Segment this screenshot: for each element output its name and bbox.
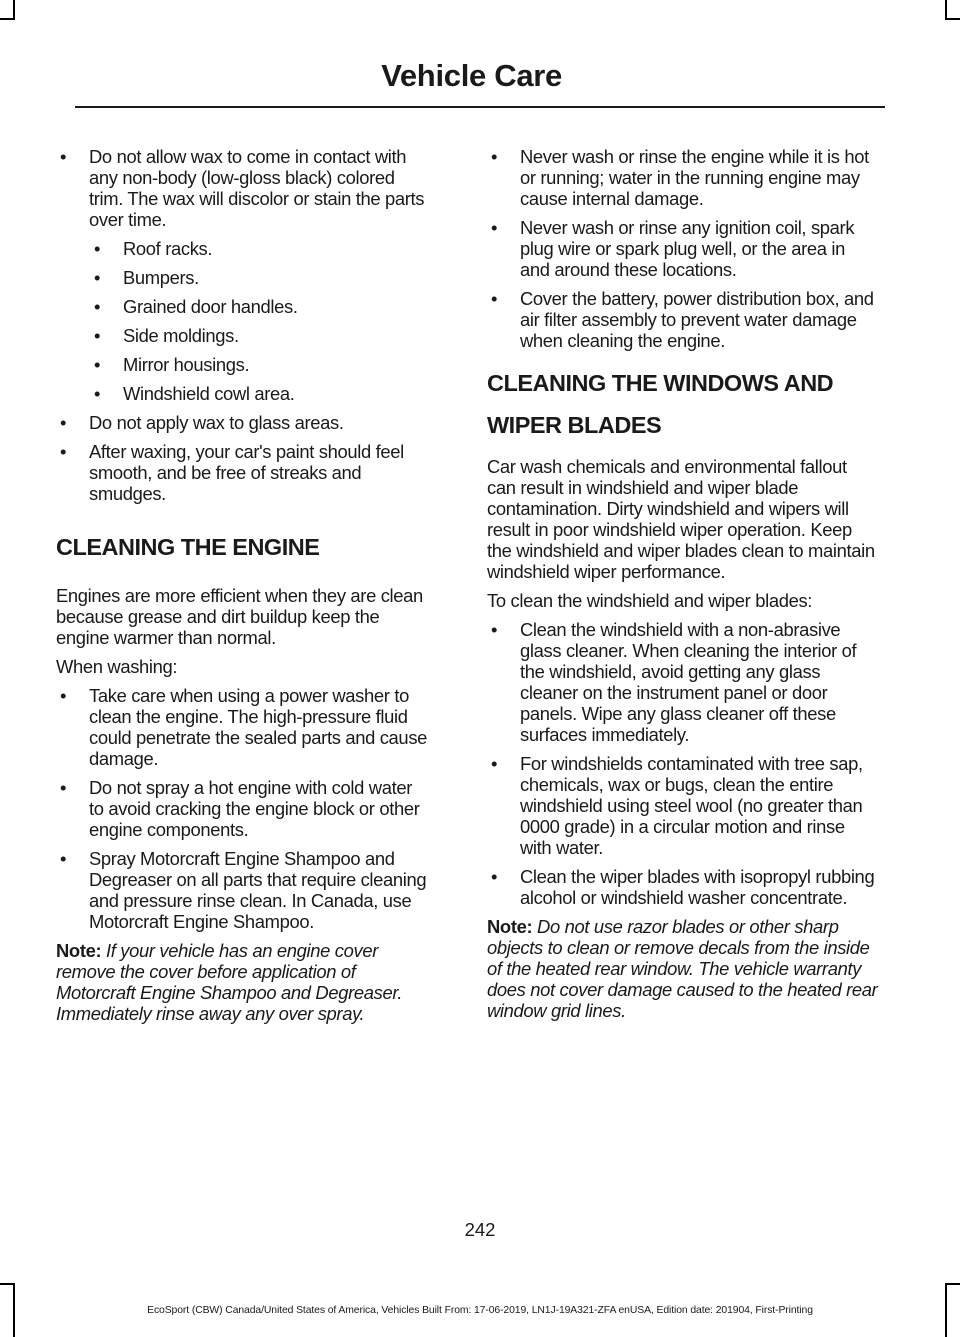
bullet-icon: • (94, 296, 101, 317)
paragraph: When washing: (56, 656, 178, 677)
sub-list-item (90, 383, 428, 404)
bullet-icon: • (491, 146, 498, 167)
list-item-text: Never wash or rinse any ignition coil, spark plug wire or spark plug well, or the area in and around these locations. (520, 217, 855, 280)
paragraph: Engines are more efficient when they are clean because grease and dirt buildup keep the engine warmer than normal. (56, 585, 423, 648)
crop-mark-top-left-h (0, 18, 15, 20)
list-item-text: Clean the wiper blades with isopropyl rubbing alcohol or windshield washer concentrate. (520, 866, 875, 908)
bullet-icon: • (60, 848, 67, 869)
paragraph: Car wash chemicals and environmental fallout can result in windshield and wiper blade contamination. Dirty windshield and wipers will result in poor windshield wiper operation. Keep the windshield and wiper blades clean to maintain windshield wiper performance. (487, 456, 875, 582)
bullet-icon: • (491, 866, 498, 887)
list-item-text: Grained door handles. (123, 296, 298, 317)
list-item-text: Roof racks. (123, 238, 213, 259)
list-item (56, 685, 428, 769)
page-number: 242 (464, 1219, 496, 1240)
note-text: Do not use razor blades or other sharp objects to clean or remove decals from the inside of the heated rear window. The vehicle warranty does not cover damage caused to the heated rear window grid lines. (487, 916, 878, 1021)
bullet-icon: • (491, 753, 498, 774)
bullet-icon: • (60, 412, 67, 433)
bullet-icon: • (94, 238, 101, 259)
list-item-text: Side moldings. (123, 325, 239, 346)
sub-list-item (90, 296, 428, 317)
crop-mark-bottom-left-h (0, 1283, 15, 1285)
crop-mark-top-right-h (945, 18, 960, 20)
list-item-text: Take care when using a power washer to clean the engine. The high-pressure fluid could penetrate the sealed parts and cause damage. (89, 685, 428, 769)
list-item (56, 146, 428, 230)
paragraph: To clean the windshield and wiper blades: (487, 590, 813, 611)
list-item (56, 412, 428, 433)
list-item-text: For windshields contaminated with tree sap, chemicals, wax or bugs, clean the entire windshield using steel wool (no greater than 0000 grade) in a circular motion and rinse with water. (520, 753, 863, 858)
note-label: Note: (487, 916, 533, 937)
list-item-text: Windshield cowl area. (123, 383, 295, 404)
crop-mark-top-left-v (13, 0, 15, 19)
list-item (487, 866, 879, 908)
list-item-text: Do not spray a hot engine with cold water to avoid cracking the engine block or other engine components. (89, 777, 420, 840)
list-item-text: Never wash or rinse the engine while it is hot or running; water in the running engine may cause internal damage. (520, 146, 869, 209)
list-item-text: Mirror housings. (123, 354, 250, 375)
sub-list-item (90, 325, 428, 346)
sub-list-item (90, 238, 428, 259)
list-item (487, 288, 879, 351)
note-text: If your vehicle has an engine cover remove the cover before application of Motorcraft Engine Shampoo and Degreaser. Immediately rinse away any over spray. (56, 940, 403, 1024)
list-item-text: Bumpers. (123, 267, 199, 288)
bullet-icon: • (60, 441, 67, 462)
note (56, 940, 428, 1024)
bullet-icon: • (491, 217, 498, 238)
note-label: Note: (56, 940, 102, 961)
bullet-icon: • (94, 325, 101, 346)
section-heading-windows (487, 367, 879, 441)
sub-list-item (90, 267, 428, 288)
bullet-icon: • (94, 267, 101, 288)
list-item-text: Do not allow wax to come in contact with any non-body (low-gloss black) colored trim. The wax will discolor or stain the parts over time. (89, 146, 425, 230)
page-title: Vehicle Care (381, 58, 562, 93)
crop-mark-top-right-v (945, 0, 947, 19)
footer-edition-info: EcoSport (CBW) Canada/United States of America, Vehicles Built From: 17-06-2019, LN1J-19A321-ZFA enUSA, Edition date: 201904, First-Printing (147, 1305, 813, 1316)
heading-line: CLEANING THE WINDOWS AND (487, 370, 834, 396)
list-item-text: After waxing, your car's paint should feel smooth, and be free of streaks and smudges. (89, 441, 404, 504)
bullet-icon: • (60, 777, 67, 798)
note (487, 916, 879, 1021)
list-item (487, 217, 879, 280)
right-column (487, 146, 879, 1021)
bullet-icon: • (94, 383, 101, 404)
list-item-text: Clean the windshield with a non-abrasive glass cleaner. When cleaning the interior of the windshield, avoid getting any glass cleaner on the instrument panel or door panels. Wipe any glass cleaner off these surfaces immediately. (520, 619, 857, 745)
bullet-icon: • (491, 619, 498, 640)
list-item (487, 753, 879, 858)
list-item (487, 619, 879, 745)
list-item-text: Spray Motorcraft Engine Shampoo and Degreaser on all parts that require cleaning and pressure rinse clean. In Canada, use Motorcraft Engine Shampoo. (89, 848, 427, 932)
bullet-icon: • (94, 354, 101, 375)
list-item (56, 441, 428, 504)
list-item-text: Do not apply wax to glass areas. (89, 412, 344, 433)
bullet-icon: • (60, 685, 67, 706)
bullet-icon: • (491, 288, 498, 309)
heading-line: WIPER BLADES (487, 412, 662, 438)
sub-list-item (90, 354, 428, 375)
header-divider (75, 106, 885, 108)
left-column (56, 146, 428, 1024)
crop-mark-bottom-right-h (945, 1283, 960, 1285)
list-item-text: Cover the battery, power distribution box, and air filter assembly to prevent water damage when cleaning the engine. (520, 288, 874, 351)
list-item (487, 146, 879, 209)
section-heading-engine: CLEANING THE ENGINE (56, 534, 320, 560)
bullet-icon: • (60, 146, 67, 167)
list-item (56, 777, 428, 840)
list-item (56, 848, 428, 932)
